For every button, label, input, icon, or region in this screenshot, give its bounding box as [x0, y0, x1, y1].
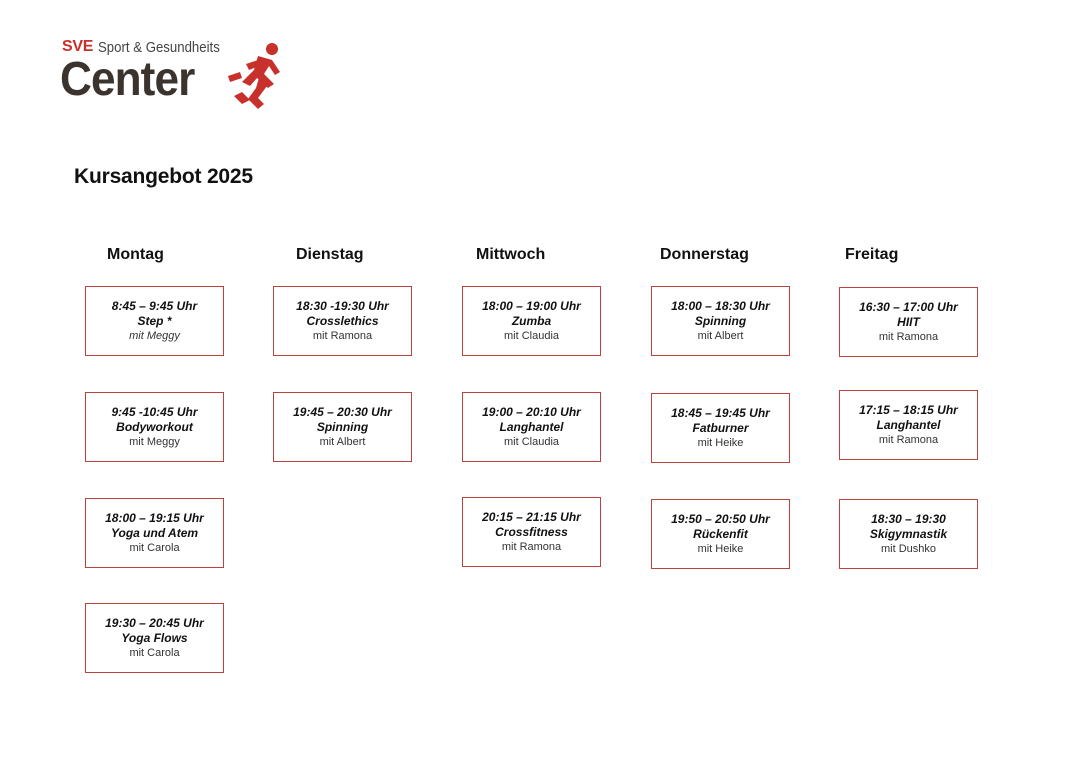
course-card — [85, 392, 224, 462]
course-name: Langhantel — [876, 417, 941, 432]
course-time: 19:00 – 20:10 Uhr — [482, 404, 581, 419]
course-instructor: mit Dushko — [880, 542, 937, 555]
course-name: Fatburner — [692, 420, 749, 435]
logo-title: Center — [60, 53, 195, 106]
day-header-freitag: Freitag — [845, 246, 899, 263]
course-instructor: mit Claudia — [503, 435, 560, 448]
course-time: 19:50 – 20:50 Uhr — [671, 511, 770, 526]
course-time: 18:00 – 19:00 Uhr — [482, 298, 581, 313]
course-time: 18:30 – 19:30 — [871, 511, 946, 526]
course-name: Skigymnastik — [869, 526, 948, 541]
logo-subtitle: Sport & Gesundheits — [98, 39, 220, 56]
course-name: Zumba — [511, 313, 552, 328]
course-card — [85, 603, 224, 673]
course-instructor: mit Ramona — [878, 433, 939, 446]
course-card — [273, 286, 412, 356]
course-card — [462, 392, 601, 462]
course-time: 19:30 – 20:45 Uhr — [105, 615, 204, 630]
course-card — [839, 499, 978, 569]
course-card — [85, 286, 224, 356]
course-name: HIIT — [897, 314, 920, 329]
course-instructor: mit Carola — [129, 541, 180, 554]
course-card — [462, 286, 601, 356]
course-time: 18:00 – 18:30 Uhr — [671, 298, 770, 313]
course-name: Langhantel — [499, 419, 564, 434]
course-name: Rückenfit — [693, 526, 748, 541]
course-time: 8:45 – 9:45 Uhr — [111, 298, 198, 313]
course-instructor: mit Albert — [697, 329, 744, 342]
course-name: Spinning — [694, 313, 747, 328]
day-header-montag: Montag — [107, 246, 164, 263]
course-card — [651, 286, 790, 356]
course-card — [651, 393, 790, 463]
course-name: Yoga und Atem — [110, 525, 199, 540]
course-name: Spinning — [316, 419, 369, 434]
course-instructor: mit Carola — [129, 646, 180, 659]
course-name: Yoga Flows — [121, 630, 188, 645]
course-instructor: mit Claudia — [503, 329, 560, 342]
course-instructor: mit Meggy — [129, 329, 180, 342]
course-instructor: mit Ramona — [501, 540, 562, 553]
course-name: Crosslethics — [306, 313, 379, 328]
course-name: Crossfitness — [495, 524, 568, 539]
course-time: 9:45 -10:45 Uhr — [111, 404, 198, 419]
course-name: Step * — [137, 313, 172, 328]
course-card — [839, 287, 978, 357]
course-card — [651, 499, 790, 569]
logo-brand: SVE — [62, 38, 94, 55]
day-header-donnerstag: Donnerstag — [660, 246, 749, 263]
course-time: 18:45 – 19:45 Uhr — [671, 405, 770, 420]
course-card — [462, 497, 601, 567]
day-header-dienstag: Dienstag — [296, 246, 364, 263]
course-time: 18:00 – 19:15 Uhr — [105, 510, 204, 525]
day-header-mittwoch: Mittwoch — [476, 246, 546, 263]
logo — [60, 36, 300, 116]
course-instructor: mit Heike — [697, 542, 744, 555]
course-time: 20:15 – 21:15 Uhr — [482, 509, 581, 524]
course-time: 19:45 – 20:30 Uhr — [293, 404, 392, 419]
course-instructor: mit Ramona — [312, 329, 373, 342]
course-instructor: mit Heike — [697, 436, 744, 449]
course-card — [85, 498, 224, 568]
page-title: Kursangebot 2025 — [74, 165, 253, 188]
course-instructor: mit Albert — [319, 435, 366, 448]
course-card — [839, 390, 978, 460]
course-name: Bodyworkout — [116, 419, 193, 434]
course-card — [273, 392, 412, 462]
course-time: 18:30 -19:30 Uhr — [296, 298, 389, 313]
course-instructor: mit Ramona — [878, 330, 939, 343]
course-time: 16:30 – 17:00 Uhr — [859, 299, 958, 314]
course-time: 17:15 – 18:15 Uhr — [859, 402, 958, 417]
runner-icon — [228, 42, 288, 110]
course-instructor: mit Meggy — [129, 435, 180, 448]
